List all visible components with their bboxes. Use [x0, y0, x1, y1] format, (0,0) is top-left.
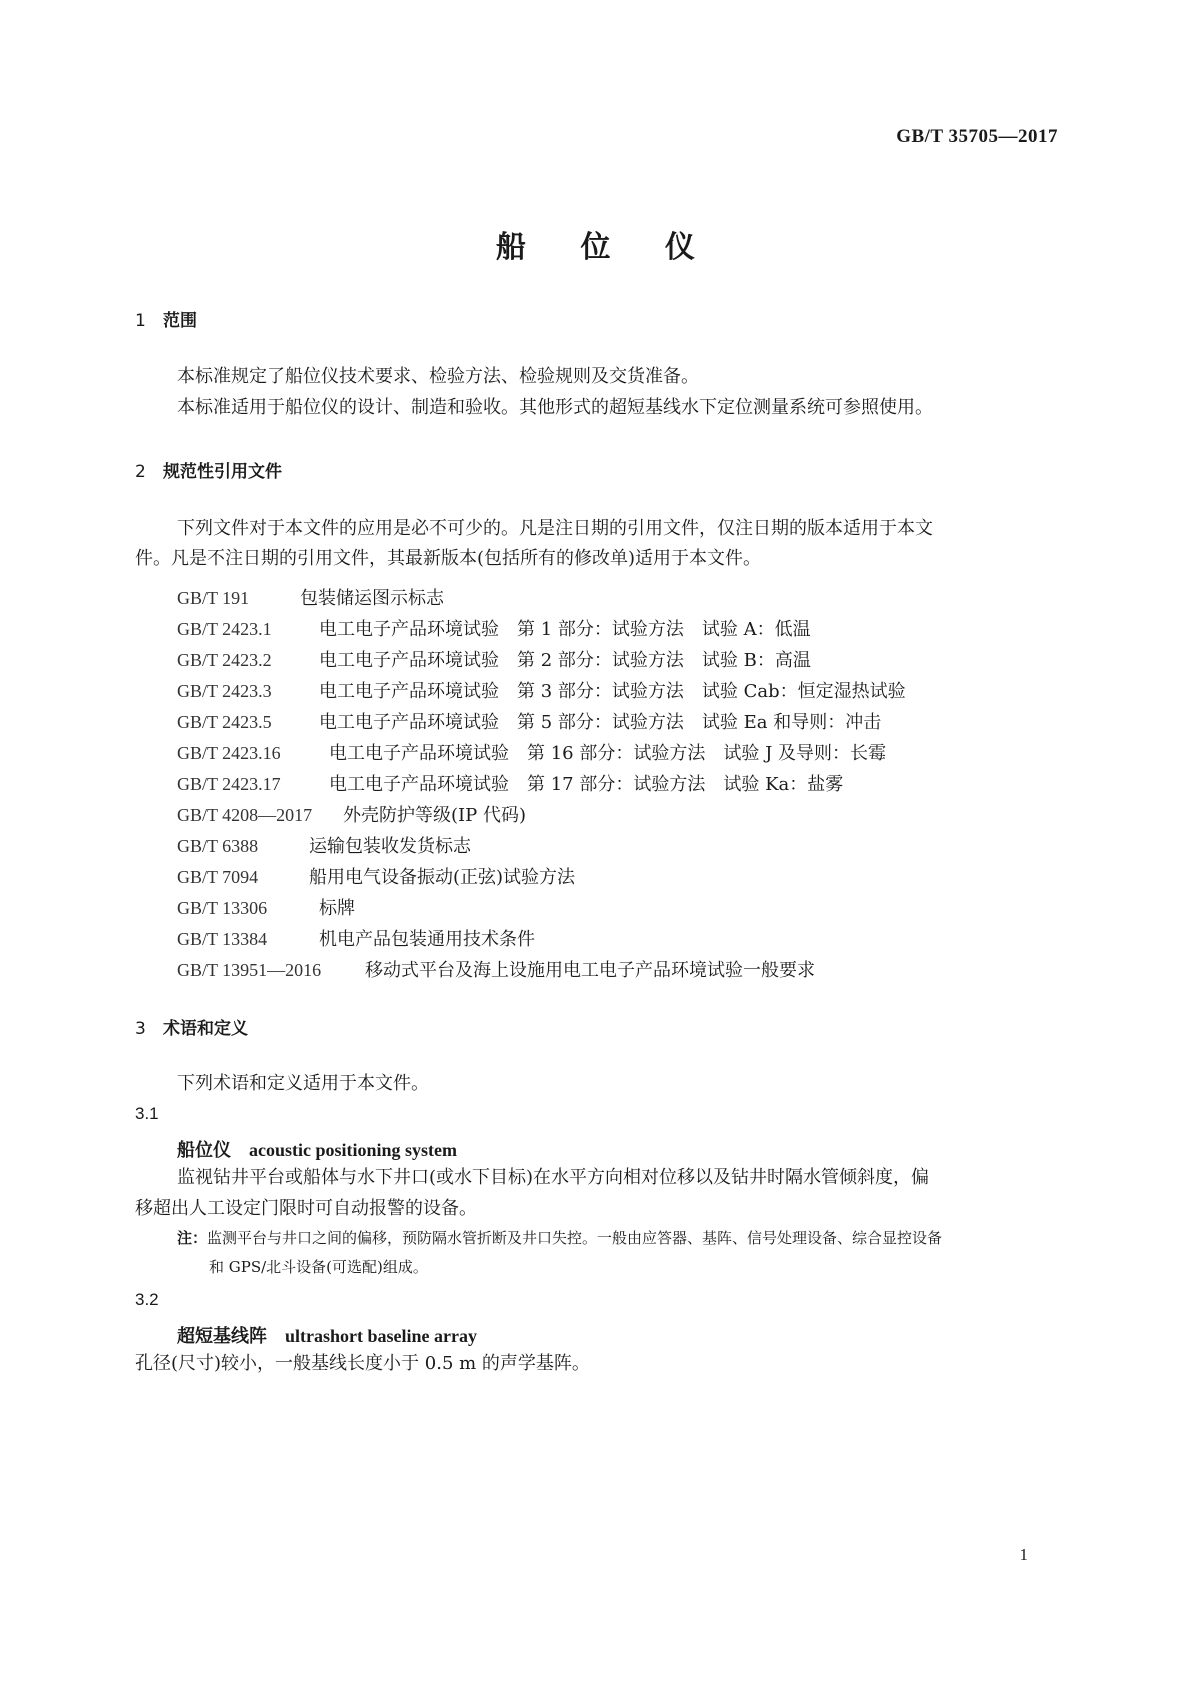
reference-title: 标牌	[319, 898, 355, 919]
reference-title: 船用电气设备振动(正弦)试验方法	[309, 867, 576, 888]
reference-code: GB/T 2423.5	[177, 712, 272, 732]
term-entry	[177, 1322, 477, 1348]
section-number: 2	[135, 462, 146, 482]
reference-item	[177, 894, 355, 920]
reference-title: 电工电子产品环境试验 第 16 部分：试验方法 试验 J 及导则：长霉	[329, 743, 887, 764]
reference-item	[177, 677, 906, 703]
reference-title: 外壳防护等级(IP 代码)	[343, 805, 526, 826]
reference-code: GB/T 2423.2	[177, 650, 272, 670]
reference-title: 移动式平台及海上设施用电工电子产品环境试验一般要求	[365, 960, 815, 981]
reference-title: 包装储运图示标志	[300, 588, 444, 609]
page-number: 1	[1019, 1545, 1028, 1564]
reference-code: GB/T 4208—2017	[177, 805, 313, 825]
scope-paragraph-2: 本标准适用于船位仪的设计、制造和验收。其他形式的超短基线水下定位测量系统可参照使用。	[177, 397, 933, 418]
reference-title: 电工电子产品环境试验 第 1 部分：试验方法 试验 A：低温	[319, 619, 811, 640]
term-definition: 孔径(尺寸)较小，一般基线长度小于 0.5 m 的声学基阵。	[135, 1353, 590, 1374]
reference-item	[177, 646, 811, 672]
term-chinese: 船位仪	[177, 1140, 231, 1161]
references-intro-line-1: 下列文件对于本文件的应用是必不可少的。凡是注日期的引用文件，仅注日期的版本适用于本文	[177, 518, 933, 539]
reference-code: GB/T 2423.17	[177, 774, 281, 794]
reference-code: GB/T 191	[177, 588, 250, 608]
reference-code: GB/T 13951—2016	[177, 960, 322, 980]
term-english: acoustic positioning system	[249, 1140, 458, 1160]
note-label: 注：	[177, 1229, 208, 1247]
reference-title: 电工电子产品环境试验 第 2 部分：试验方法 试验 B：高温	[319, 650, 811, 671]
term-definition-line-1: 监视钻井平台或船体与水下井口(或水下目标)在水平方向相对位移以及钻井时隔水管倾斜度，偏	[177, 1167, 930, 1188]
reference-item	[177, 832, 471, 858]
reference-item	[177, 739, 886, 765]
term-number: 3.1	[135, 1104, 159, 1123]
reference-item	[177, 584, 444, 610]
reference-code: GB/T 7094	[177, 867, 259, 887]
reference-item	[177, 863, 575, 889]
reference-item	[177, 615, 811, 641]
section-title: 术语和定义	[163, 1019, 248, 1039]
reference-title: 电工电子产品环境试验 第 17 部分：试验方法 试验 Ka：盐雾	[329, 774, 844, 795]
section-title: 范围	[163, 311, 197, 331]
reference-code: GB/T 6388	[177, 836, 259, 856]
reference-title: 机电产品包装通用技术条件	[319, 929, 535, 950]
term-entry	[177, 1136, 457, 1162]
reference-code: GB/T 2423.3	[177, 681, 272, 701]
references-intro-line-2: 件。凡是不注日期的引用文件，其最新版本(包括所有的修改单)适用于本文件。	[135, 548, 762, 569]
scope-paragraph-1: 本标准规定了船位仪技术要求、检验方法、检验规则及交货准备。	[177, 366, 699, 387]
reference-item	[177, 956, 815, 982]
section-heading-normative-references	[135, 457, 282, 482]
reference-item	[177, 925, 535, 951]
reference-code: GB/T 13384	[177, 929, 268, 949]
reference-title: 电工电子产品环境试验 第 3 部分：试验方法 试验 Cab：恒定湿热试验	[319, 681, 906, 702]
term-note	[177, 1224, 942, 1252]
term-chinese: 超短基线阵	[177, 1326, 267, 1347]
reference-code: GB/T 2423.1	[177, 619, 272, 639]
reference-item	[177, 708, 881, 734]
section-heading-scope	[135, 306, 197, 331]
reference-title: 运输包装收发货标志	[309, 836, 471, 857]
term-english: ultrashort baseline array	[285, 1326, 477, 1346]
note-text-line-2: 和 GPS/北斗设备(可选配)组成。	[209, 1258, 428, 1276]
reference-code: GB/T 13306	[177, 898, 268, 918]
term-definition-line-2: 移超出人工设定门限时可自动报警的设备。	[135, 1198, 477, 1219]
term-number: 3.2	[135, 1290, 159, 1309]
reference-code: GB/T 2423.16	[177, 743, 281, 763]
section-heading-terms-definitions	[135, 1014, 248, 1039]
standard-number: GB/T 35705—2017	[896, 126, 1058, 147]
document-title: 船 位 仪	[496, 230, 717, 265]
reference-title: 电工电子产品环境试验 第 5 部分：试验方法 试验 Ea 和导则：冲击	[319, 712, 882, 733]
note-text-line-1: 监测平台与井口之间的偏移，预防隔水管折断及井口失控。一般由应答器、基阵、信号处理设备、综合显控设备	[207, 1229, 943, 1247]
section-title: 规范性引用文件	[163, 462, 282, 482]
section-number: 3	[135, 1019, 146, 1039]
reference-item	[177, 770, 843, 796]
terms-intro: 下列术语和定义适用于本文件。	[177, 1073, 429, 1094]
reference-item	[177, 801, 526, 827]
section-number: 1	[135, 311, 146, 331]
